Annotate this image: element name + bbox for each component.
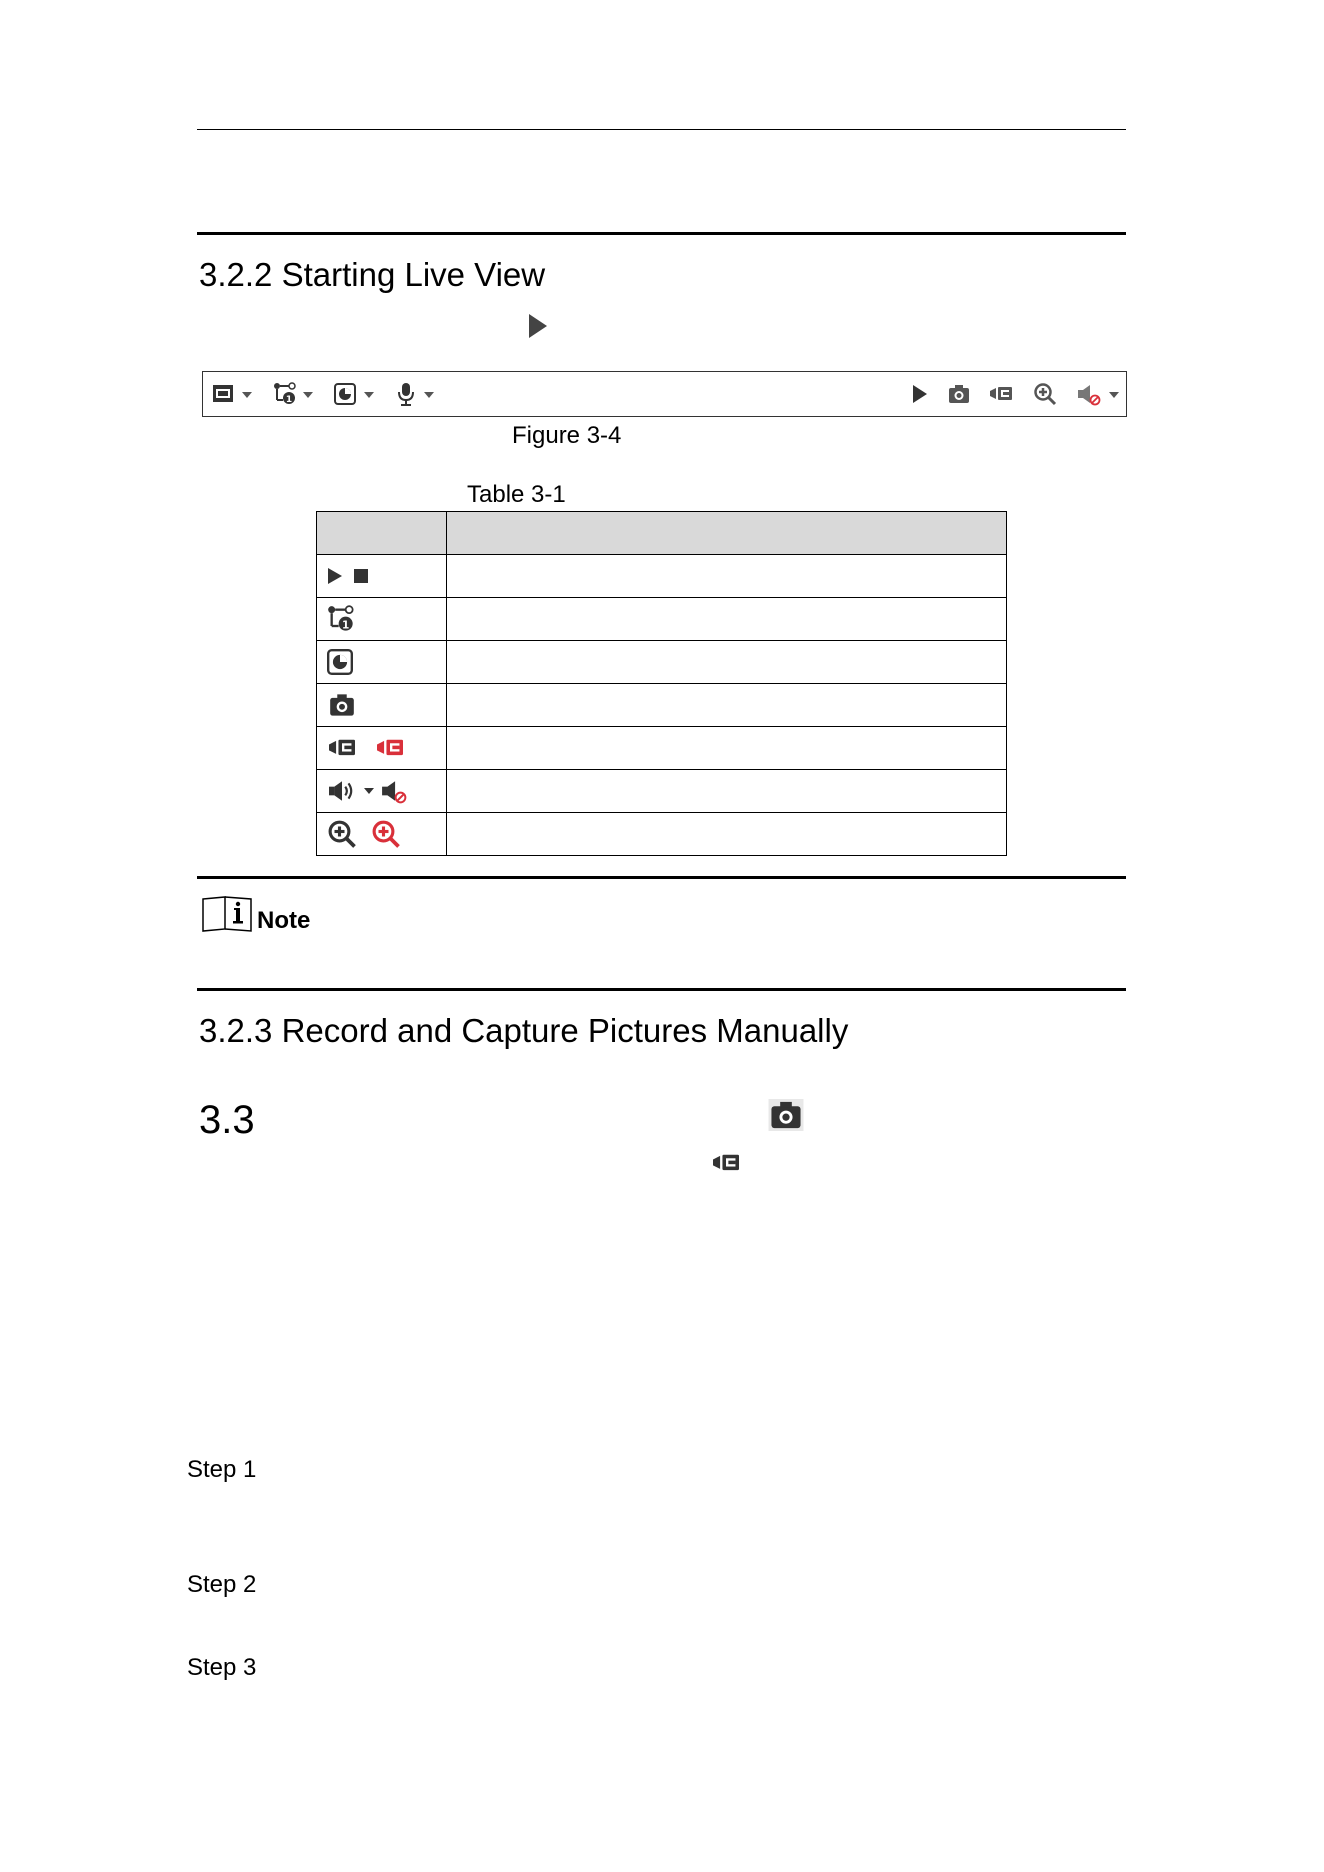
table-cell <box>447 598 1007 641</box>
table-cell <box>447 727 1007 770</box>
table-cell <box>447 813 1007 856</box>
recording-active-icon <box>375 735 405 761</box>
stop-icon <box>353 568 369 584</box>
chevron-down-icon[interactable] <box>424 392 434 398</box>
table-row <box>317 727 1007 770</box>
section-rule <box>197 232 1126 235</box>
stream-type-icon[interactable] <box>273 382 297 406</box>
note-book-icon <box>201 893 253 933</box>
audio-mute-icon <box>381 778 407 804</box>
microphone-icon[interactable] <box>396 382 416 406</box>
audio-on-icon <box>327 778 357 804</box>
chevron-down-icon <box>363 786 375 796</box>
table-caption: Table 3-1 <box>467 481 566 508</box>
table-row <box>317 813 1007 856</box>
camera-icon <box>327 692 357 718</box>
table-row <box>317 684 1007 727</box>
table-header-cell <box>317 512 447 555</box>
zoom-in-icon <box>327 819 357 849</box>
svg-text:1: 1 <box>285 395 293 405</box>
window-division-icon[interactable] <box>212 382 234 406</box>
table-row <box>317 598 1007 641</box>
header-rule <box>197 129 1126 130</box>
table-header-cell <box>447 512 1007 555</box>
play-icon <box>327 566 343 586</box>
camera-icon <box>768 1099 804 1131</box>
plugin-icon <box>327 649 353 675</box>
table-cell <box>317 813 447 856</box>
table-header-row <box>317 512 1007 555</box>
table-cell <box>317 555 447 598</box>
play-icon[interactable] <box>911 382 929 406</box>
step-2-label: Step 2 <box>187 1571 257 1598</box>
step-1-label: Step 1 <box>187 1456 257 1483</box>
section-number-3-3: 3.3 <box>199 1098 255 1142</box>
record-icon <box>711 1150 741 1176</box>
stream-type-icon <box>327 605 355 633</box>
step-3-label: Step 3 <box>187 1654 257 1681</box>
note-block <box>201 893 310 933</box>
table-cell <box>447 770 1007 813</box>
section-heading-record-capture: 3.2.3 Record and Capture Pictures Manually <box>199 1012 849 1049</box>
table-cell <box>317 598 447 641</box>
audio-mute-icon[interactable] <box>1077 382 1101 406</box>
plugin-icon[interactable] <box>334 382 356 406</box>
table-row <box>317 641 1007 684</box>
chevron-down-icon[interactable] <box>303 392 313 398</box>
table-cell <box>447 684 1007 727</box>
chevron-down-icon[interactable] <box>242 392 252 398</box>
zoom-active-icon <box>371 819 401 849</box>
note-rule-top <box>197 876 1126 879</box>
record-icon[interactable] <box>989 382 1013 406</box>
table-cell <box>447 641 1007 684</box>
table-cell <box>447 555 1007 598</box>
zoom-in-icon[interactable] <box>1033 382 1057 406</box>
camera-icon[interactable] <box>947 382 971 406</box>
table-cell <box>317 770 447 813</box>
note-rule-bottom <box>197 988 1126 991</box>
table-row <box>317 770 1007 813</box>
icon-description-table <box>316 511 1007 856</box>
note-label: Note <box>257 907 311 934</box>
record-icon <box>327 735 357 761</box>
table-cell <box>317 684 447 727</box>
table-cell <box>317 727 447 770</box>
section-heading-live-view: 3.2.2 Starting Live View <box>199 256 546 293</box>
live-view-toolbar <box>202 371 1127 417</box>
table-cell <box>317 641 447 684</box>
figure-caption: Figure 3-4 <box>512 422 622 449</box>
chevron-down-icon[interactable] <box>1109 392 1119 398</box>
play-icon <box>527 312 549 340</box>
svg-text:1: 1 <box>342 619 350 632</box>
table-row <box>317 555 1007 598</box>
chevron-down-icon[interactable] <box>364 392 374 398</box>
